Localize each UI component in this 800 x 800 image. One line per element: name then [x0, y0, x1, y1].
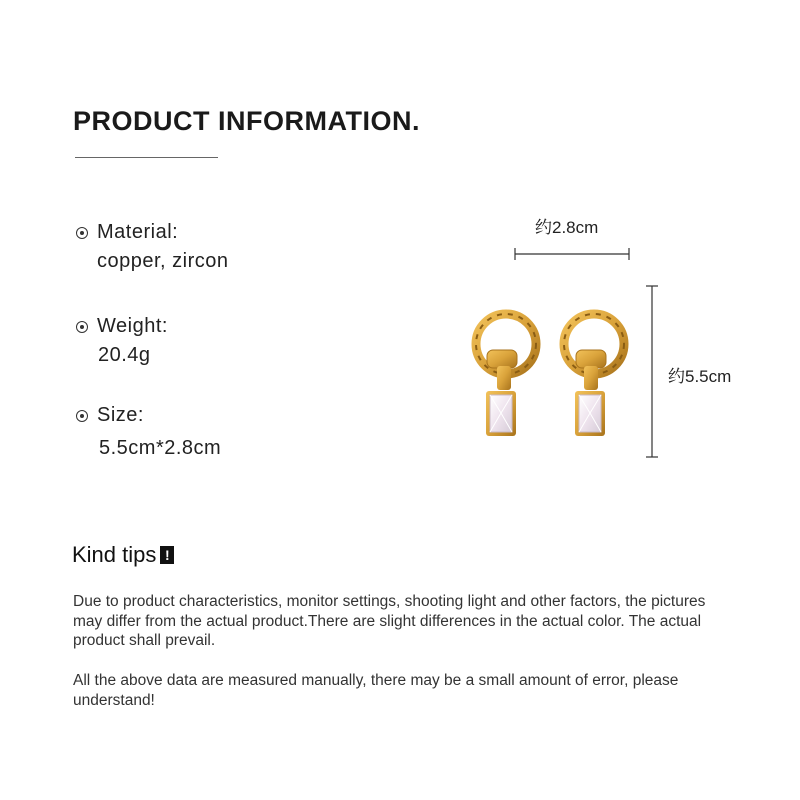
- spec-value: 20.4g: [98, 344, 151, 366]
- spec-label: Weight:: [97, 315, 168, 337]
- spec-label: Material:: [97, 221, 179, 243]
- earring-right: [564, 314, 624, 436]
- height-dimension-label: 约5.5cm: [668, 367, 732, 386]
- spec-label: Size:: [97, 404, 144, 426]
- height-dimension-line: [646, 286, 658, 457]
- kind-tips-paragraph-1: Due to product characteristics, monitor settings, shooting light and other factors, the pictures may differ from the actual product.There are slight differences in the actual color. The actual product shall prevail.: [73, 593, 706, 649]
- page-title: PRODUCT INFORMATION.: [73, 106, 420, 136]
- width-dimension-label: 约2.8cm: [535, 218, 599, 237]
- exclamation-icon: !: [160, 546, 174, 564]
- kind-tips-title: Kind tips: [72, 542, 157, 567]
- kind-tips-heading: [72, 542, 174, 568]
- spec-value: copper, zircon: [97, 250, 229, 272]
- spec-value: 5.5cm*2.8cm: [99, 437, 222, 459]
- kind-tips-paragraph-2: All the above data are measured manually, there may be a small amount of error, please understand!: [73, 672, 679, 709]
- width-dimension-line: [515, 248, 629, 260]
- earring-left: [476, 314, 536, 436]
